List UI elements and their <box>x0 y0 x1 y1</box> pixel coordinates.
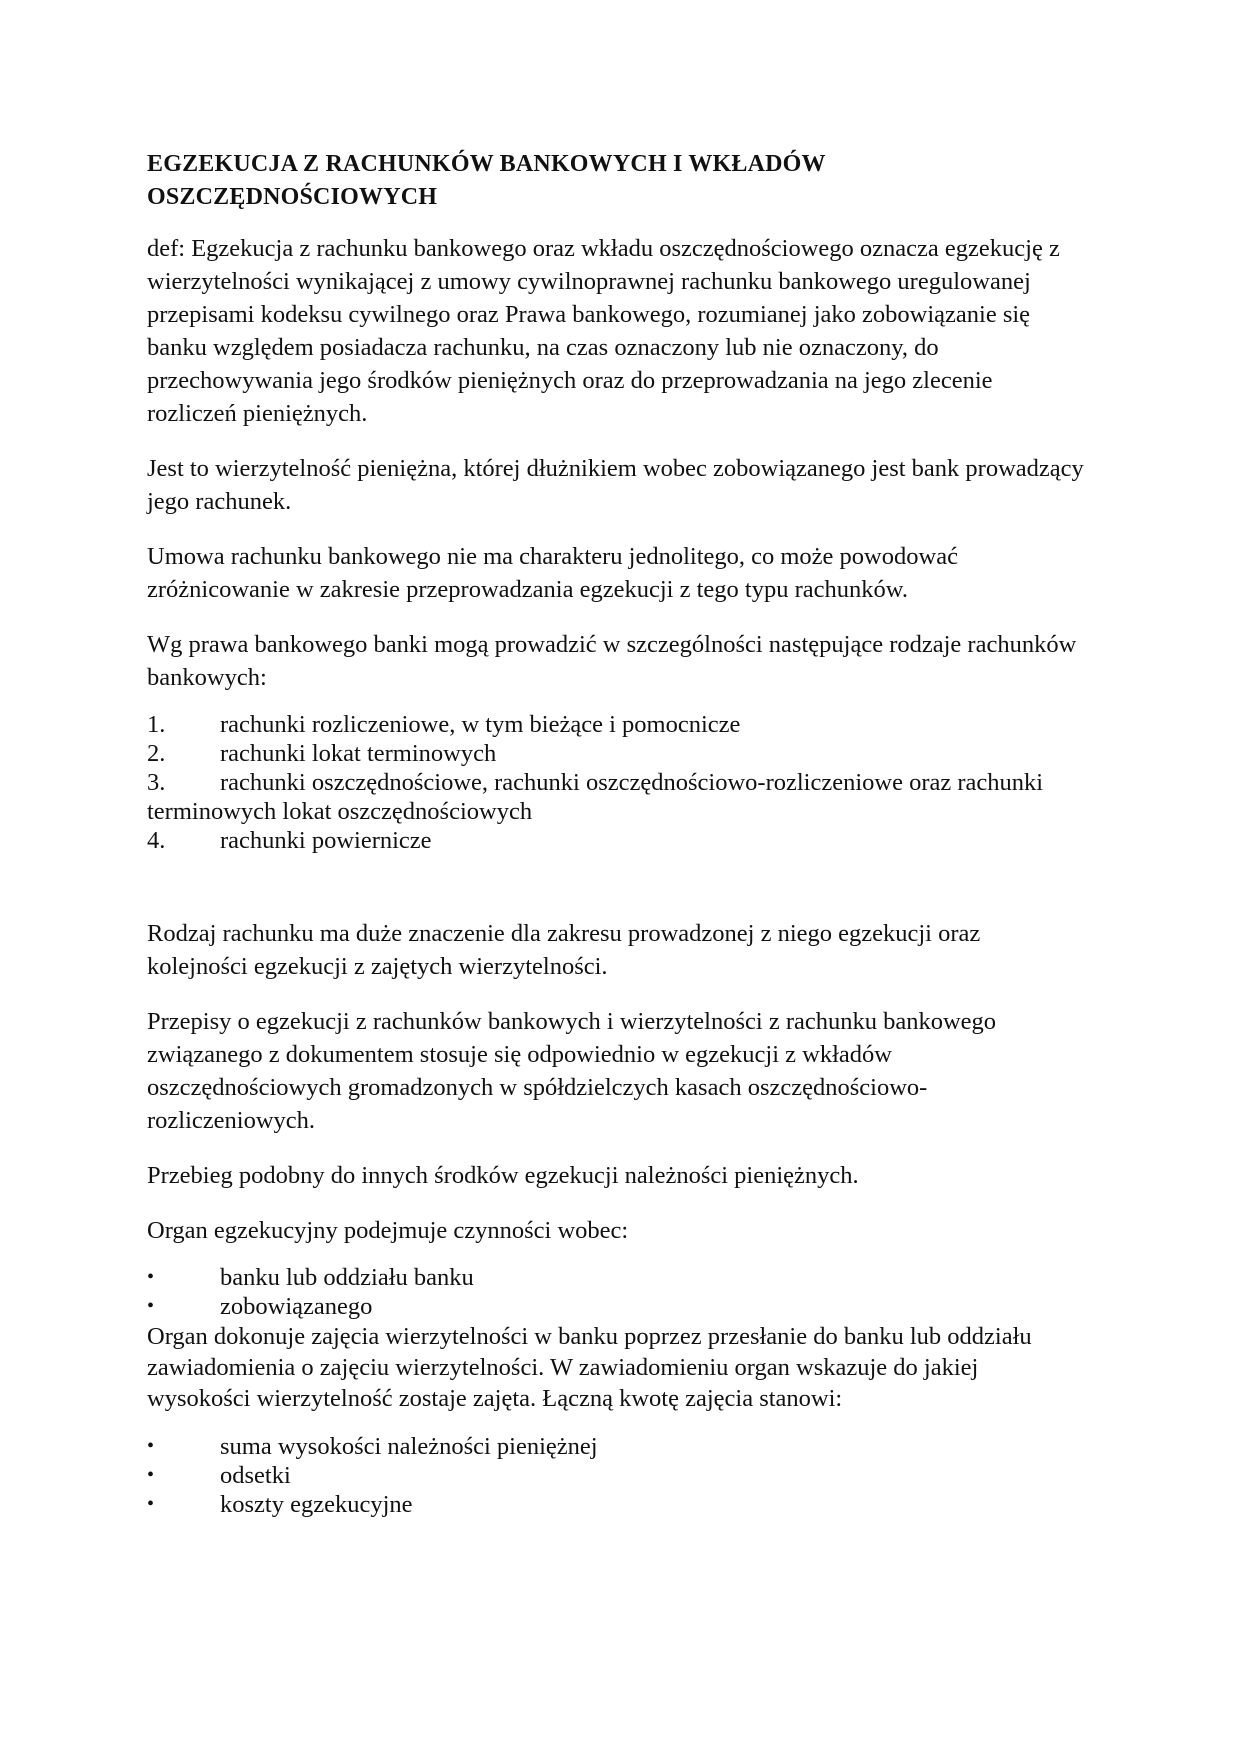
list-item-text: rachunki powiernicze <box>220 827 432 854</box>
list-item <box>147 1461 1087 1490</box>
list-item-text: banku lub oddziału banku <box>220 1264 474 1291</box>
list-item <box>147 1432 1087 1461</box>
bullet-icon: • <box>147 1464 155 1486</box>
title-line-2: OSZCZĘDNOŚCIOWYCH <box>147 184 438 210</box>
list-item <box>147 768 1087 826</box>
document-title <box>147 148 1087 214</box>
list-item <box>147 826 1087 855</box>
paragraph-organ-intro: Organ egzekucyjny podejmuje czynności wobec: <box>147 1217 629 1244</box>
paragraph-seizure: Organ dokonuje zajęcia wierzytelności w banku poprzez przesłanie do banku lub oddziału zawiadomienia o zajęciu wierzytelności. W zawiadomieniu organ wskazuje do jakiej wysokości wierzytelność zostaje zajęta. Łączną kwotę zajęcia stanowi: <box>147 1323 1032 1412</box>
spacer <box>147 855 1087 917</box>
bullet-icon: • <box>147 1435 155 1457</box>
list-item-text: suma wysokości należności pieniężnej <box>220 1433 598 1460</box>
list-item-text: rachunki rozliczeniowe, w tym bieżące i pomocnicze <box>220 711 741 738</box>
paragraph-rules: Przepisy o egzekucji z rachunków bankowych i wierzytelności z rachunku bankowego związanego z dokumentem stosuje się odpowiednio w egzekucji z wkładów oszczędnościowych gromadzonych w spółdzielczych kasach oszczędnościowo-rozliczeniowych. <box>147 1008 997 1134</box>
bullet-icon: • <box>147 1493 155 1515</box>
paragraph-account-kind: Rodzaj rachunku ma duże znaczenie dla zakresu prowadzonej z niego egzekucji oraz kolejności egzekucji z zajętych wierzytelności. <box>147 920 981 980</box>
bullet-icon: • <box>147 1295 155 1317</box>
list-item <box>147 739 1087 768</box>
bullet-icon: • <box>147 1266 155 1288</box>
list-item <box>147 1263 1087 1292</box>
paragraph-similar: Przebieg podobny do innych środków egzekucji należności pieniężnych. <box>147 1162 859 1189</box>
paragraph-types-intro: Wg prawa bankowego banki mogą prowadzić w szczególności następujące rodzaje rachunków bankowych: <box>147 631 1077 691</box>
account-types-list <box>147 710 1087 855</box>
paragraph-debt: Jest to wierzytelność pieniężna, której dłużnikiem wobec zobowiązanego jest bank prowadzący jego rachunek. <box>147 455 1084 515</box>
list-number: 4. <box>147 827 166 854</box>
list-item-text: koszty egzekucyjne <box>220 1491 413 1518</box>
list-item <box>147 1490 1087 1519</box>
paragraph-contract: Umowa rachunku bankowego nie ma charakteru jednolitego, co może powodować zróżnicowanie w zakresie przeprowadzania egzekucji z tego typu rachunków. <box>147 543 958 603</box>
paragraph-definition: def: Egzekucja z rachunku bankowego oraz wkładu oszczędnościowego oznacza egzekucję z wierzytelności wynikającej z umowy cywilnoprawnej rachunku bankowego uregulowanej przepisami kodeksu cywilnego oraz Prawa bankowego, rozumianej jako zobowiązanie się banku względem posiadacza rachunku, na czas oznaczony lub nie oznaczony, do przechowywania jego środków pieniężnych oraz do przeprowadzania na jego zlecenie rozliczeń pieniężnych. <box>147 235 1060 427</box>
organ-targets-list <box>147 1263 1087 1321</box>
list-item-text: rachunki oszczędnościowe, rachunki oszczędnościowo-rozliczeniowe oraz rachunki terminowych lokat oszczędnościowych <box>147 769 1044 825</box>
document-page <box>147 140 1087 1519</box>
list-item-text: odsetki <box>220 1462 291 1489</box>
list-number: 1. <box>147 711 166 738</box>
list-number: 3. <box>147 769 166 796</box>
list-item-text: zobowiązanego <box>220 1293 373 1320</box>
list-number: 2. <box>147 740 166 767</box>
title-line-1: EGZEKUCJA Z RACHUNKÓW BANKOWYCH I WKŁADÓW <box>147 151 826 177</box>
list-item-text: rachunki lokat terminowych <box>220 740 497 767</box>
list-item <box>147 710 1087 739</box>
list-item <box>147 1292 1087 1321</box>
seizure-components-list <box>147 1432 1087 1519</box>
